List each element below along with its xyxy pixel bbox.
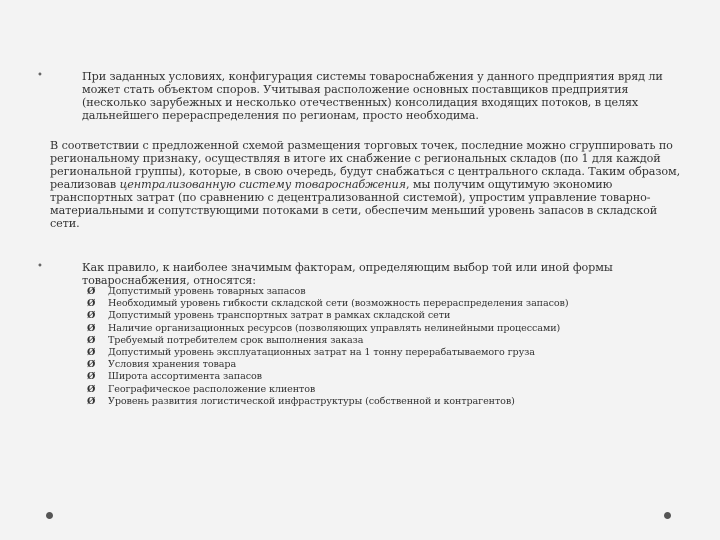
factor-text: Необходимый уровень гибкости складской сети (возможность перераспределения запасов) [108, 298, 569, 310]
factor-text: Уровень развития логистической инфраструктуры (собственной и контрагентов) [108, 395, 515, 407]
factor-item [87, 371, 647, 383]
arrow-bullet-icon: Ø [87, 395, 96, 407]
factor-item [87, 298, 647, 310]
paragraph-2 [50, 139, 690, 230]
factor-item [87, 384, 647, 396]
nav-dot-left[interactable] [46, 512, 53, 519]
factor-text: Условия хранения товара [108, 359, 237, 371]
factor-text: Допустимый уровень транспортных затрат в рамках складской сети [108, 310, 451, 322]
arrow-bullet-icon: Ø [87, 286, 96, 297]
paragraph-2-text: В соответствии с предложенной схемой размещения торговых точек, последние можно сгруппировать по региональному признаку, осуществляя в итоге их снабжение с региональных складов (по 1 для каждой региональной группы), которые, в свою очередь, будут снабжаться с центрального склада. Таким образом, реализовав [50, 139, 681, 191]
arrow-bullet-icon: Ø [87, 322, 96, 334]
factor-item [87, 323, 647, 335]
factor-text: Широта ассортимента запасов [108, 371, 262, 383]
factor-item [87, 335, 647, 347]
arrow-bullet-icon: Ø [87, 334, 96, 346]
factor-text: Географическое расположение клиентов [108, 383, 316, 395]
factor-text: Наличие организационных ресурсов (позволяющих управлять нелинейными процессами) [108, 322, 561, 334]
arrow-bullet-icon: Ø [87, 298, 96, 310]
factor-item [87, 310, 647, 322]
arrow-bullet-icon: Ø [87, 347, 96, 359]
factor-item [87, 286, 647, 298]
paragraph-3-text: Как правило, к наиболее значимым факторам, определяющим выбор той или иной формы товароснабжения, относятся: [82, 261, 613, 287]
factor-item [87, 347, 647, 359]
bullet-icon: • [37, 70, 43, 81]
arrow-bullet-icon: Ø [87, 383, 96, 395]
nav-dot-right[interactable] [664, 512, 671, 519]
arrow-bullet-icon: Ø [87, 371, 96, 383]
arrow-bullet-icon: Ø [87, 310, 96, 322]
factor-text: Допустимый уровень эксплуатационных затрат на 1 тонну перерабатываемого груза [108, 347, 535, 359]
paragraph-1-text: При заданных условиях, конфигурация системы товароснабжения у данного предприятия вряд ли может стать объектом споров. Учитывая расположение основных поставщиков предприятия (несколько зарубежных и несколько отечественных) консолидация входящих потоков, в целях дальнейшего перераспределения по регионам, просто необходима. [82, 70, 663, 122]
factor-item [87, 396, 647, 408]
factor-text: Допустимый уровень товарных запасов [108, 286, 306, 297]
arrow-bullet-icon: Ø [87, 359, 96, 371]
bullet-icon: • [37, 261, 43, 272]
factor-list [87, 286, 647, 408]
paragraph-2-emphasis: централизованную систему товароснабжения [119, 178, 406, 191]
factor-text: Требуемый потребителем срок выполнения заказа [108, 334, 364, 346]
factor-item [87, 359, 647, 371]
paragraph-2-text-end: , мы получим ощутимую экономию транспортных затрат (по сравнению с децентрализованной системой), упростим управление товарно-материальными и сопутствующими потоками в сети, обеспечим меньший уровень запасов в складской сети. [50, 178, 658, 230]
